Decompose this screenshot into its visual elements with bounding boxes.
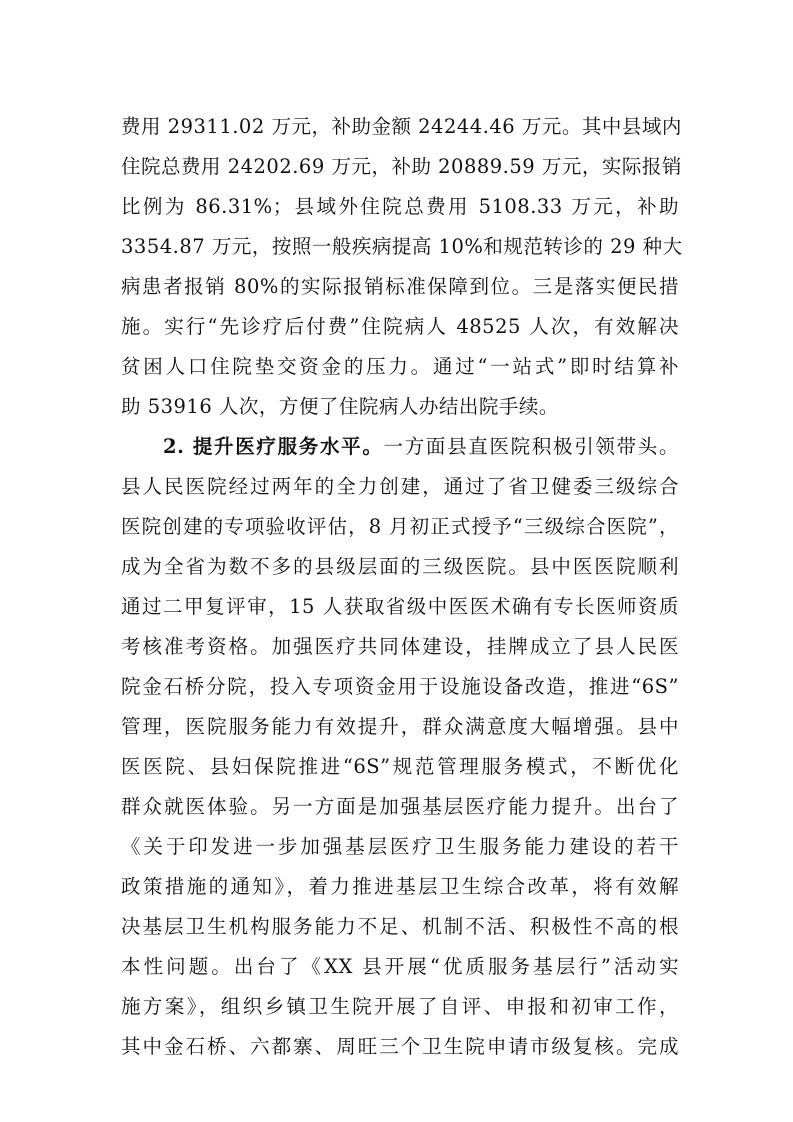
paragraph-line: 管理，医院服务能力有效提升，群众满意度大幅增强。县中 xyxy=(121,715,679,738)
paragraph-line: 医医院、县妇保院推进“6S”规范管理服务模式，不断优化 xyxy=(121,755,679,778)
paragraph-line: 院金石桥分院，投入专项资金用于设施设备改造，推进“6S” xyxy=(121,675,679,698)
paragraph-line: 助 53916 人次，方便了住院病人办结出院手续。 xyxy=(121,395,559,418)
paragraph-line: 《关于印发进一步加强基层医疗卫生服务能力建设的若干 xyxy=(121,835,679,858)
paragraph-line: 群众就医体验。另一方面是加强基层医疗能力提升。出台了 xyxy=(121,795,679,818)
paragraph-line: 费用 29311.02 万元，补助金额 24244.46 万元。其中县域内 xyxy=(121,115,682,138)
paragraph-line: 考核准考资格。加强医疗共同体建设，挂牌成立了县人民医 xyxy=(121,635,679,658)
paragraph-line: 病患者报销 80%的实际报销标准保障到位。三是落实便民措 xyxy=(121,275,679,298)
paragraph-line: 施。实行“先诊疗后付费”住院病人 48525 人次，有效解决 xyxy=(121,315,679,338)
section-heading-text: 一方面县直医院积极引领带头。 xyxy=(383,435,679,458)
paragraph-line: 政策措施的通知》，着力推进基层卫生综合改革，将有效解 xyxy=(121,875,679,898)
paragraph-line: 其中金石桥、六都寨、周旺三个卫生院申请市级复核。完成 xyxy=(121,1035,679,1058)
paragraph-line: 通过二甲复评审，15 人获取省级中医医术确有专长医师资质 xyxy=(121,595,679,618)
paragraph-line: 医院创建的专项验收评估，8 月初正式授予“三级综合医院”， xyxy=(121,515,679,538)
paragraph-line: 比例为 86.31%；县域外住院总费用 5108.33 万元，补助 xyxy=(121,195,679,218)
paragraph-line: 成为全省为数不多的县级层面的三级医院。县中医医院顺利 xyxy=(121,555,679,578)
paragraph-line: 3354.87 万元，按照一般疾病提高 10%和规范转诊的 29 种大 xyxy=(121,235,683,258)
section-heading: 2. 提升医疗服务水平。 xyxy=(163,435,384,458)
paragraph-line: 本性问题。出台了《XX 县开展“优质服务基层行”活动实 xyxy=(121,955,679,978)
paragraph-line: 决基层卫生机构服务能力不足、机制不活、积极性不高的根 xyxy=(121,915,679,938)
paragraph-line: 施方案》，组织乡镇卫生院开展了自评、申报和初审工作， xyxy=(121,995,679,1018)
section-heading-line xyxy=(163,427,679,467)
paragraph-line: 贫困人口住院垫交资金的压力。通过“一站式”即时结算补 xyxy=(121,355,679,378)
paragraph-line: 住院总费用 24202.69 万元，补助 20889.59 万元，实际报销 xyxy=(121,155,682,178)
paragraph-line: 县人民医院经过两年的全力创建，通过了省卫健委三级综合 xyxy=(121,475,679,498)
